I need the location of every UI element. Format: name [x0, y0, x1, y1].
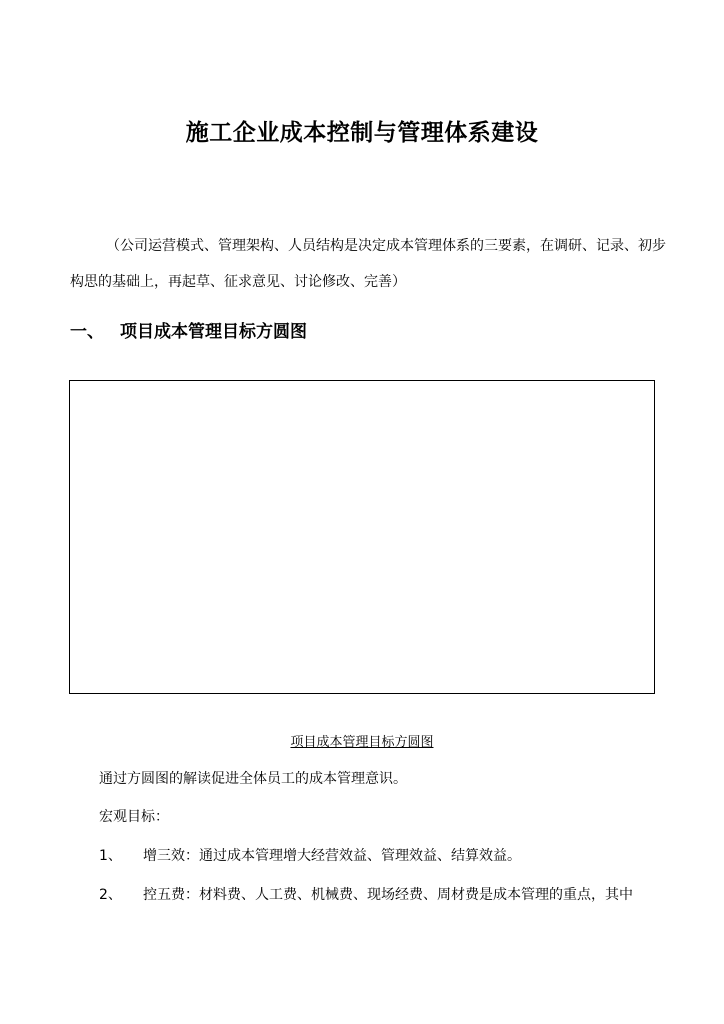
list-item-index: 2、: [99, 887, 122, 903]
list-item: [99, 845, 521, 865]
list-item-text: 增三效：通过成本管理增大经营效益、管理效益、结算效益。: [143, 848, 521, 864]
list-item-index: 1、: [99, 848, 122, 864]
list-item: [99, 884, 633, 904]
intro-paragraph: （公司运营模式、管理架构、人员结构是决定成本管理体系的三要素，在调研、记录、初步构思的基础上，再起草、征求意见、讨论修改、完善）: [70, 238, 666, 290]
document-title: 施工企业成本控制与管理体系建设: [185, 120, 539, 146]
body-paragraph: 通过方圆图的解读促进全体员工的成本管理意识。: [99, 771, 407, 787]
macro-goal-label: 宏观目标：: [99, 809, 169, 825]
section-heading-text: 项目成本管理目标方圆图: [120, 322, 307, 342]
section-number: 一、: [70, 322, 104, 342]
figure-caption-text: 项目成本管理目标方圆图: [290, 735, 434, 750]
figure-caption: [0, 731, 724, 750]
figure-placeholder-box: [69, 380, 655, 694]
list-item-text: 控五费：材料费、人工费、机械费、现场经费、周材费是成本管理的重点，其中: [143, 887, 633, 903]
section-heading: [70, 317, 307, 342]
